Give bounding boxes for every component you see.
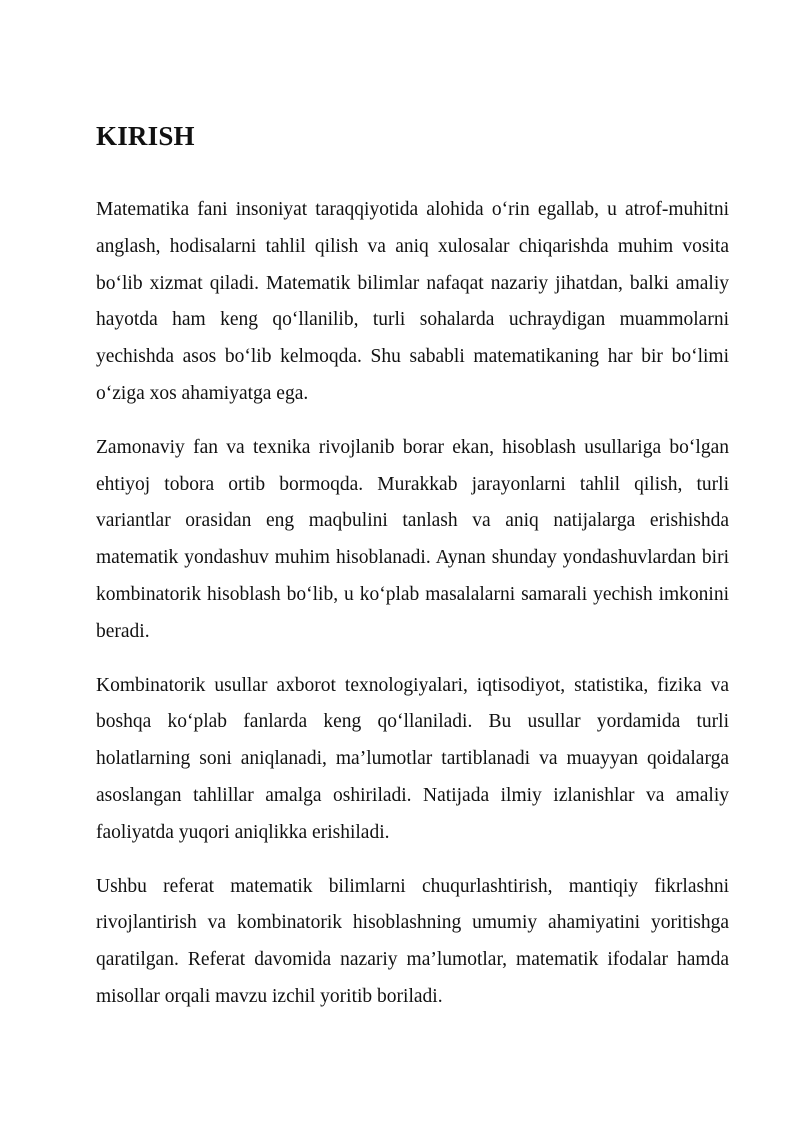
paragraph-1: Matematika fani insoniyat taraqqiyotida alohida o‘rin egallab, u atrof-muhitni anglash, hodisalarni tahlil qilish va aniq xulosalar chiqarishda muhim vosita bo‘lib xizmat qiladi. Matematik bilimlar nafaqat nazariy jihatdan, balki amaliy hayotda ham keng qo‘llanilib, turli sohalarda uchraydigan muammolarni yechishda asos bo‘lib kelmoqda. Shu sababli matematikaning har bir bo‘limi o‘ziga xos ahamiyatga ega.	[96, 199, 729, 404]
paragraph-3: Kombinatorik usullar axborot texnologiyalari, iqtisodiyot, statistika, fizika va boshqa ko‘plab fanlarda keng qo‘llaniladi. Bu usullar yordamida turli holatlarning soni aniqlanadi, ma’lumotlar tartiblanadi va muayyan qoidalarga asoslangan tahlillar amalga oshiriladi. Natijada ilmiy izlanishlar va amaliy faoliyatda yuqori aniqlikka erishiladi.	[96, 674, 729, 843]
paragraph-4: Ushbu referat matematik bilimlarni chuqurlashtirish, mantiqiy fikrlashni rivojlantirish va kombinatorik hisoblashning umumiy ahamiyatini yoritishga qaratilgan. Referat davomida nazariy ma’lumotlar, matematik ifodalar hamda misollar orqali mavzu izchil yoritib boriladi.	[96, 875, 729, 1007]
page-title: KIRISH	[96, 121, 195, 151]
paragraph-2: Zamonaviy fan va texnika rivojlanib borar ekan, hisoblash usullariga bo‘lgan ehtiyoj tobora ortib bormoqda. Murakkab jarayonlarni tahlil qilish, turli variantlar orasidan eng maqbulini tanlash va aniq natijalarga erishishda matematik yondashuv muhim hisoblanadi. Aynan shunday yondashuvlardan biri kombinatorik hisoblash bo‘lib, u ko‘plab masalalarni samarali yechish imkonini beradi.	[96, 436, 729, 642]
